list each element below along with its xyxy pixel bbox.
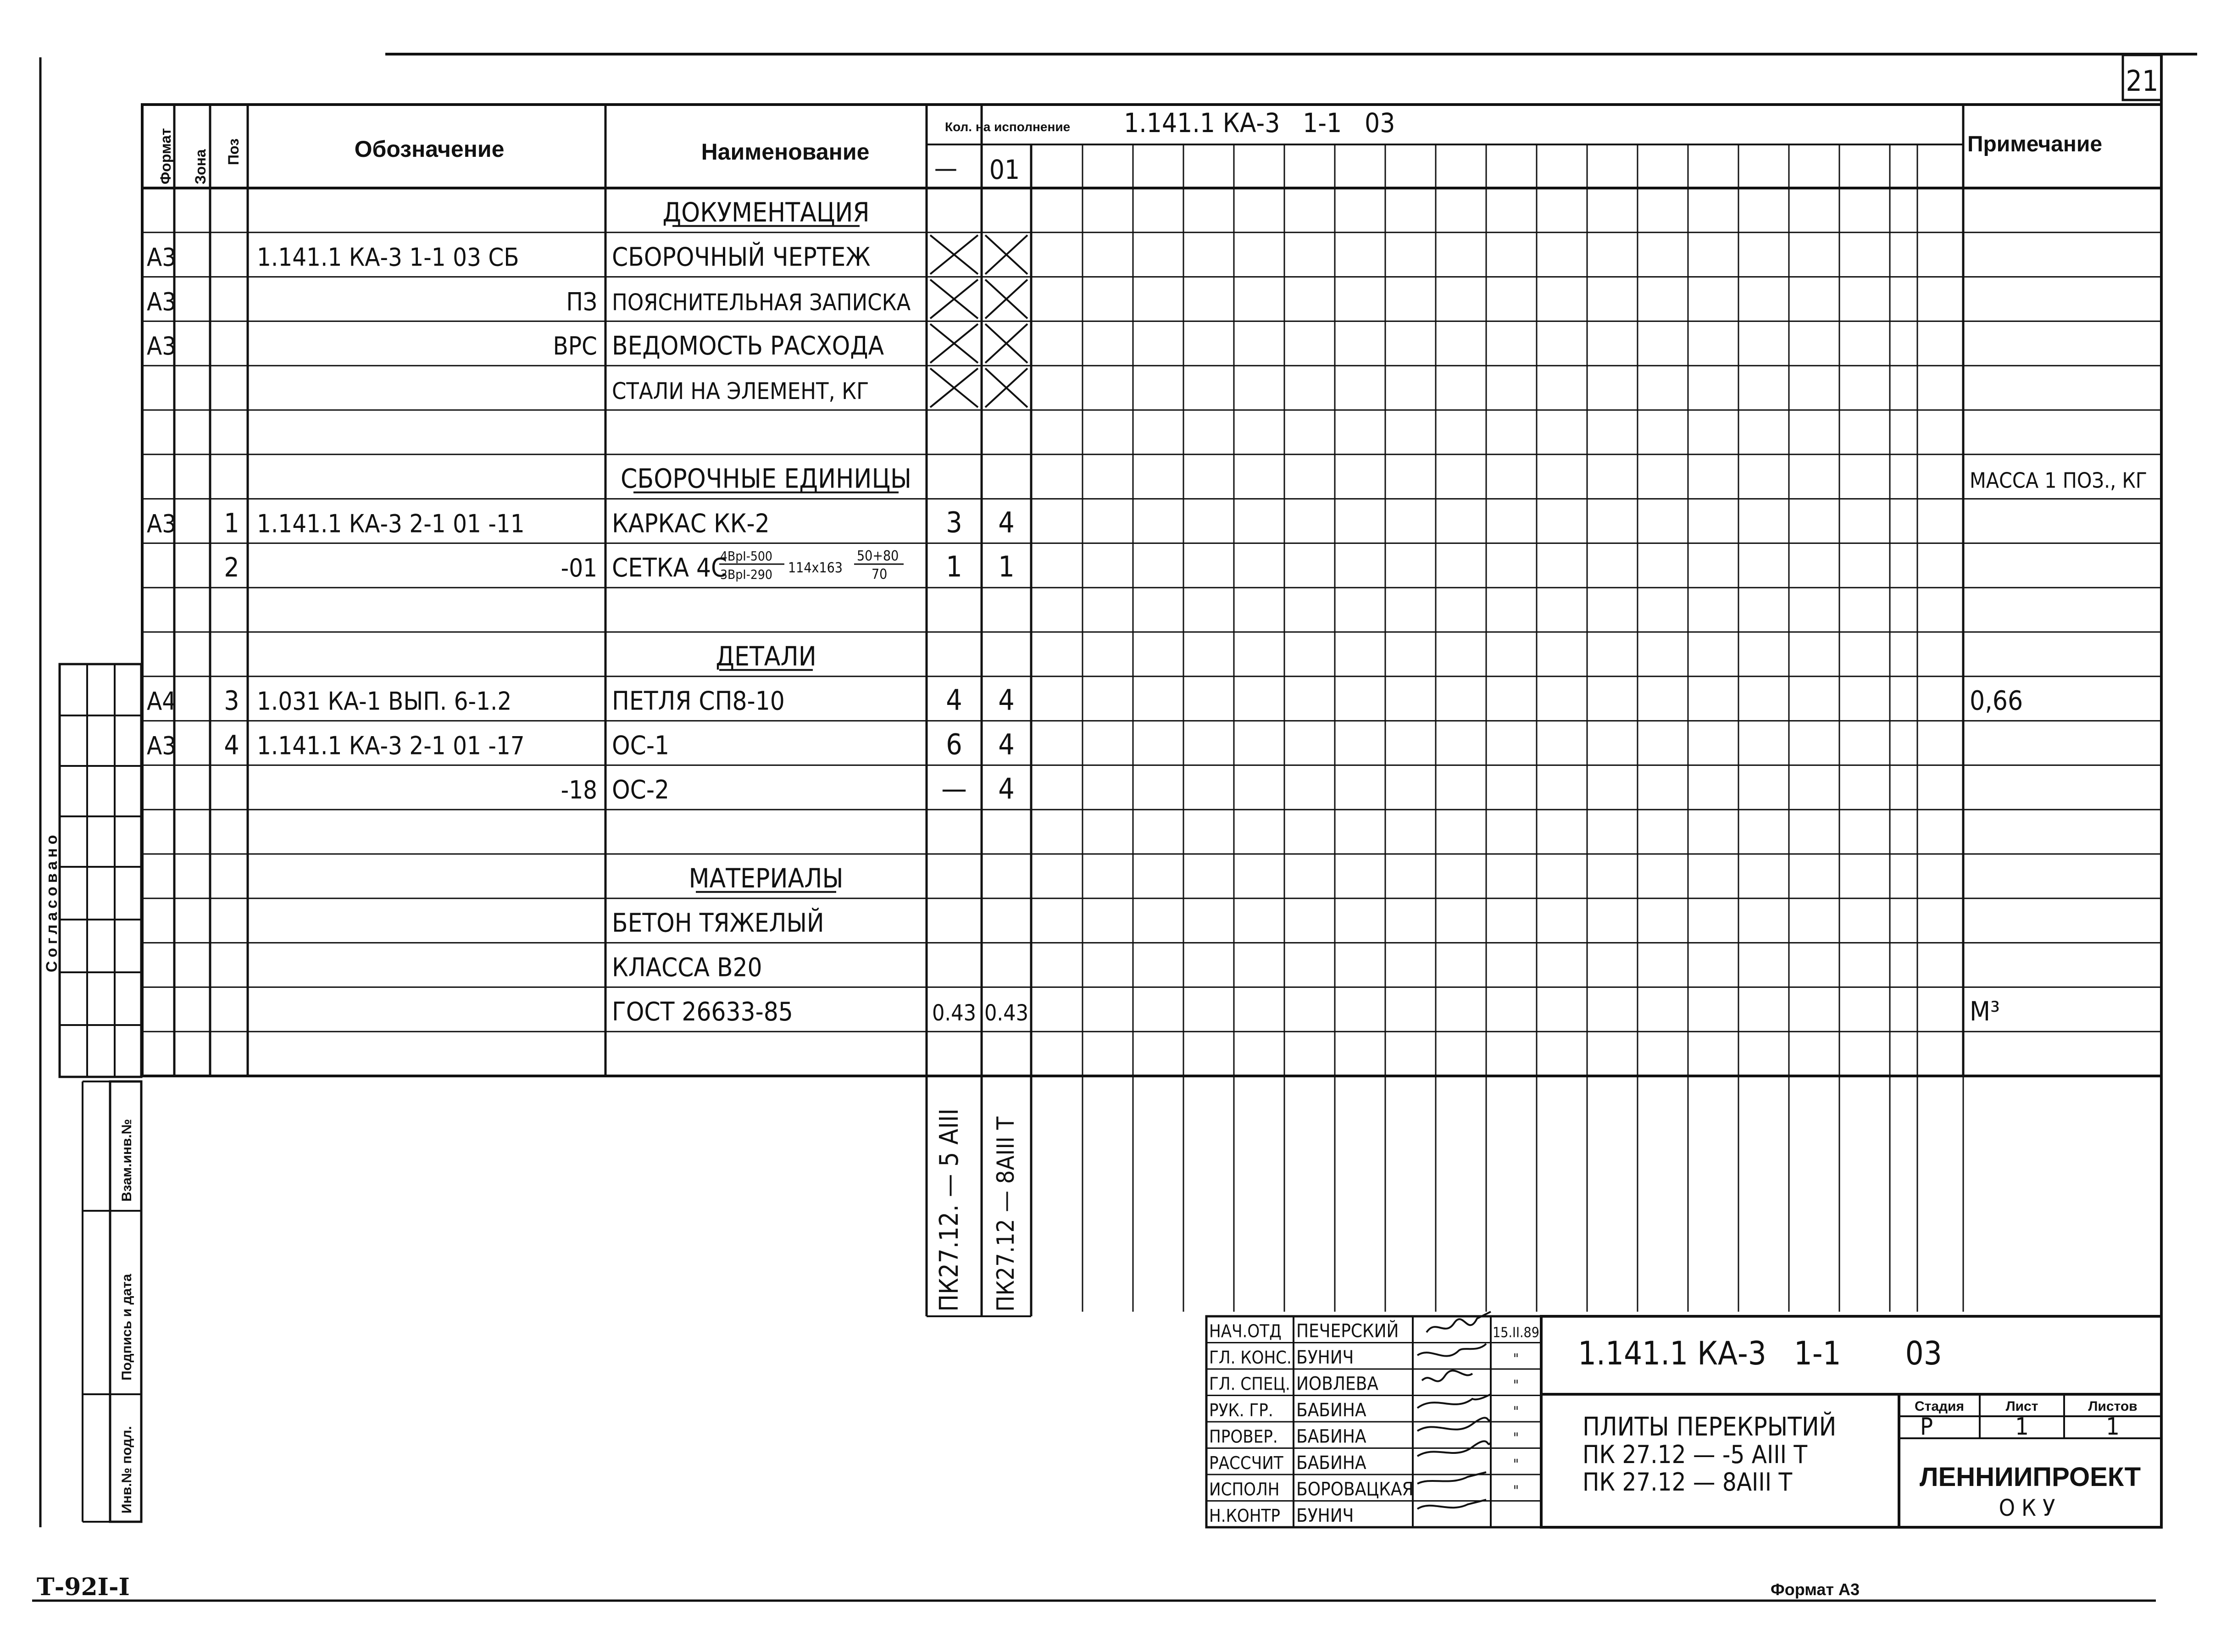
signature-name: БАБИНА — [1296, 1426, 1366, 1447]
stage-label: Стадия — [1914, 1399, 1965, 1414]
signature-role: Н.КОНТР — [1209, 1506, 1280, 1526]
signature-role: РАССЧИТ — [1209, 1453, 1283, 1473]
table-row — [147, 727, 1015, 761]
row-designation: 1.141.1 КА-3 2-1 01 -17 — [257, 731, 525, 760]
table-row — [612, 953, 762, 982]
signature-row — [1209, 1347, 1519, 1368]
row-designation: -18 — [561, 776, 597, 805]
mesh-rebar-top: 4ВрI-500 — [720, 549, 772, 564]
variant-label-2: ПК27.12 — 8АIII Т — [992, 1116, 1020, 1312]
row-name: ОС-2 — [612, 775, 670, 805]
signature-role: ГЛ. КОНС. — [1209, 1347, 1292, 1368]
signature-name: ПЕЧЕРСКИЙ — [1296, 1320, 1399, 1342]
signature-date: " — [1513, 1404, 1519, 1420]
row-section-heading: СБОРОЧНЫЕ ЕДИНИЦЫ — [620, 463, 912, 494]
header-pos: Поз — [225, 138, 242, 165]
table-row — [689, 863, 843, 894]
sheet-number: 21 — [2126, 64, 2159, 98]
row-name: КЛАССА В20 — [612, 953, 762, 983]
row-name: ВЕДОМОСТЬ РАСХОДА — [612, 331, 884, 361]
row-qty-2: 4 — [998, 772, 1015, 806]
department: ОКУ — [1999, 1495, 2062, 1521]
signature-row — [1209, 1374, 1519, 1395]
agreed-label: Согласовано — [43, 831, 61, 972]
signature-date: " — [1513, 1430, 1519, 1447]
inv-sub-label: Взам.инв.№ — [119, 1119, 134, 1202]
row-format: А3 — [147, 731, 177, 760]
signature-row — [1209, 1426, 1519, 1447]
header-designation: Обозначение — [354, 136, 505, 162]
row-qty-1: 0.43 — [932, 1000, 977, 1026]
row-format: А4 — [147, 687, 177, 716]
signature-name: БАБИНА — [1296, 1400, 1366, 1421]
row-note: М³ — [1970, 996, 2000, 1027]
row-position: 2 — [224, 552, 239, 583]
signature-row — [1209, 1320, 1539, 1342]
signature-name: БАБИНА — [1296, 1452, 1366, 1474]
inventory-code: Т-92I-I — [37, 1573, 130, 1601]
signature-date: " — [1513, 1483, 1519, 1499]
signature-role: ИСПОЛН — [1209, 1479, 1280, 1500]
row-qty-2: 4 — [998, 727, 1015, 761]
signature-name: ИОВЛЕВА — [1296, 1373, 1379, 1395]
signature-name: БОРОВАЦКАЯ — [1296, 1479, 1414, 1500]
row-name: БЕТОН ТЯЖЕЛЫЙ — [612, 908, 824, 938]
handwritten-signatures — [1417, 1312, 1491, 1509]
table-row — [147, 242, 871, 272]
signature-role: ГЛ. СПЕЦ. — [1209, 1374, 1290, 1394]
row-qty-2: 4 — [998, 505, 1015, 539]
title-line-2: ПК 27.12 — -5 АIII Т — [1582, 1440, 1808, 1469]
sheets-label: Листов — [2088, 1399, 2138, 1414]
signature-date: " — [1513, 1377, 1519, 1394]
row-designation: 1.031 КА-1 ВЫП. 6-1.2 — [257, 687, 512, 716]
row-format: А3 — [147, 287, 177, 316]
row-designation: -01 — [561, 554, 597, 583]
signature-date: 15.II.89 — [1493, 1325, 1539, 1341]
row-designation: 1.141.1 КА-3 2-1 01 -11 — [257, 509, 525, 538]
header-qty-prefix: Кол. на исполнение — [945, 120, 1071, 134]
table-row — [147, 331, 884, 361]
row-designation: ВРС — [553, 332, 597, 361]
signature-date: " — [1513, 1351, 1519, 1367]
signature-role: РУК. ГР. — [1209, 1400, 1273, 1420]
row-designation: ПЗ — [566, 287, 597, 316]
header-col-01: 01 — [989, 154, 1020, 185]
row-name: КАРКАС КК-2 — [612, 509, 770, 539]
row-qty-1: — — [941, 772, 967, 806]
row-name: СБОРОЧНЫЙ ЧЕРТЕЖ — [612, 242, 871, 272]
mesh-size: 114х163 — [788, 560, 843, 576]
header-qty-code: 1.141.1 КА-3 1-1 03 — [1124, 107, 1395, 139]
row-name: СТАЛИ НА ЭЛЕМЕНТ, КГ — [612, 378, 869, 405]
table-row — [612, 908, 824, 938]
row-name: СЕТКА 4С — [612, 553, 727, 583]
sign-date-label: Подпись и дата — [119, 1274, 134, 1380]
doc-code: 1.141.1 КА-3 1-1 03 — [1578, 1335, 1942, 1372]
table-row — [147, 505, 1015, 539]
title-line-1: ПЛИТЫ ПЕРЕКРЫТИЙ — [1582, 1412, 1837, 1442]
header-col-dash: — — [934, 154, 958, 183]
sheet-value: 1 — [2015, 1413, 2029, 1441]
signature-rows — [1209, 1320, 1539, 1527]
row-position: 3 — [224, 685, 239, 716]
row-qty-1: 4 — [946, 683, 962, 717]
row-format: А3 — [147, 509, 177, 538]
row-name: ПОЯСНИТЕЛЬНАЯ ЗАПИСКА — [612, 289, 911, 316]
row-qty-2: 4 — [998, 683, 1015, 717]
header-zone: Зона — [192, 149, 209, 184]
row-position: 1 — [224, 507, 239, 539]
header-note: Примечание — [1967, 132, 2103, 156]
signature-role: НАЧ.ОТД — [1209, 1321, 1282, 1342]
signature-name: БУНИЧ — [1296, 1505, 1354, 1526]
table-header — [157, 107, 2102, 185]
mesh-fraction — [719, 548, 904, 582]
table-row — [561, 772, 1015, 805]
signature-role: ПРОВЕР. — [1209, 1426, 1278, 1447]
format-label: Формат А3 — [1771, 1580, 1860, 1599]
row-section-heading: МАТЕРИАЛЫ — [689, 862, 844, 894]
row-note: МАССА 1 ПОЗ., КГ — [1970, 468, 2148, 493]
row-format: А3 — [147, 243, 177, 272]
row-format: А3 — [147, 332, 177, 361]
sheets-value: 1 — [2106, 1413, 2120, 1441]
stage-value: Р — [1920, 1413, 1933, 1441]
row-section-heading: ДОКУМЕНТАЦИЯ — [662, 196, 870, 228]
table-row — [612, 378, 869, 405]
row-qty-2: 0.43 — [984, 1000, 1029, 1026]
row-qty-1: 1 — [946, 550, 962, 584]
row-name: ОС-1 — [612, 731, 670, 761]
signature-row — [1209, 1479, 1519, 1500]
row-name: ПЕТЛЯ СП8-10 — [612, 686, 785, 716]
row-designation: 1.141.1 КА-3 1-1 03 СБ — [257, 243, 519, 272]
table-row — [147, 683, 2023, 717]
mesh-rebar-bottom: 3ВрI-290 — [720, 567, 772, 582]
row-qty-1: 6 — [946, 727, 962, 761]
row-qty-1: 3 — [946, 505, 962, 539]
table-row — [662, 197, 869, 228]
row-note: 0,66 — [1970, 685, 2023, 716]
table-row — [716, 641, 816, 672]
signature-row — [1209, 1452, 1519, 1474]
signature-row — [1209, 1505, 1354, 1526]
title-line-3: ПК 27.12 — 8АIII Т — [1582, 1468, 1793, 1497]
header-name: Наименование — [701, 139, 870, 165]
table-row — [612, 996, 2000, 1027]
variant-label-1: ПК27.12. — 5 АIII — [934, 1108, 964, 1312]
mesh-pitch-top: 50+80 — [857, 548, 899, 564]
left-panel — [60, 664, 141, 1522]
signature-row — [1209, 1400, 1519, 1421]
row-section-heading: ДЕТАЛИ — [716, 640, 816, 672]
signature-date: " — [1513, 1457, 1519, 1473]
signature-name: БУНИЧ — [1296, 1347, 1354, 1368]
row-name: ГОСТ 26633-85 — [612, 997, 793, 1027]
row-qty-2: 1 — [998, 550, 1015, 584]
table-row — [147, 287, 911, 316]
mesh-pitch-bottom: 70 — [872, 566, 888, 582]
sheet-label: Лист — [2005, 1399, 2038, 1414]
inv-orig-label: Инв.№ подл. — [119, 1426, 134, 1513]
qty-lower-grid — [927, 1076, 1963, 1316]
header-format: Формат — [157, 128, 174, 184]
table-row — [621, 463, 2147, 494]
row-position: 4 — [224, 729, 239, 761]
organization: ЛЕННИИПРОЕКТ — [1919, 1462, 2141, 1492]
